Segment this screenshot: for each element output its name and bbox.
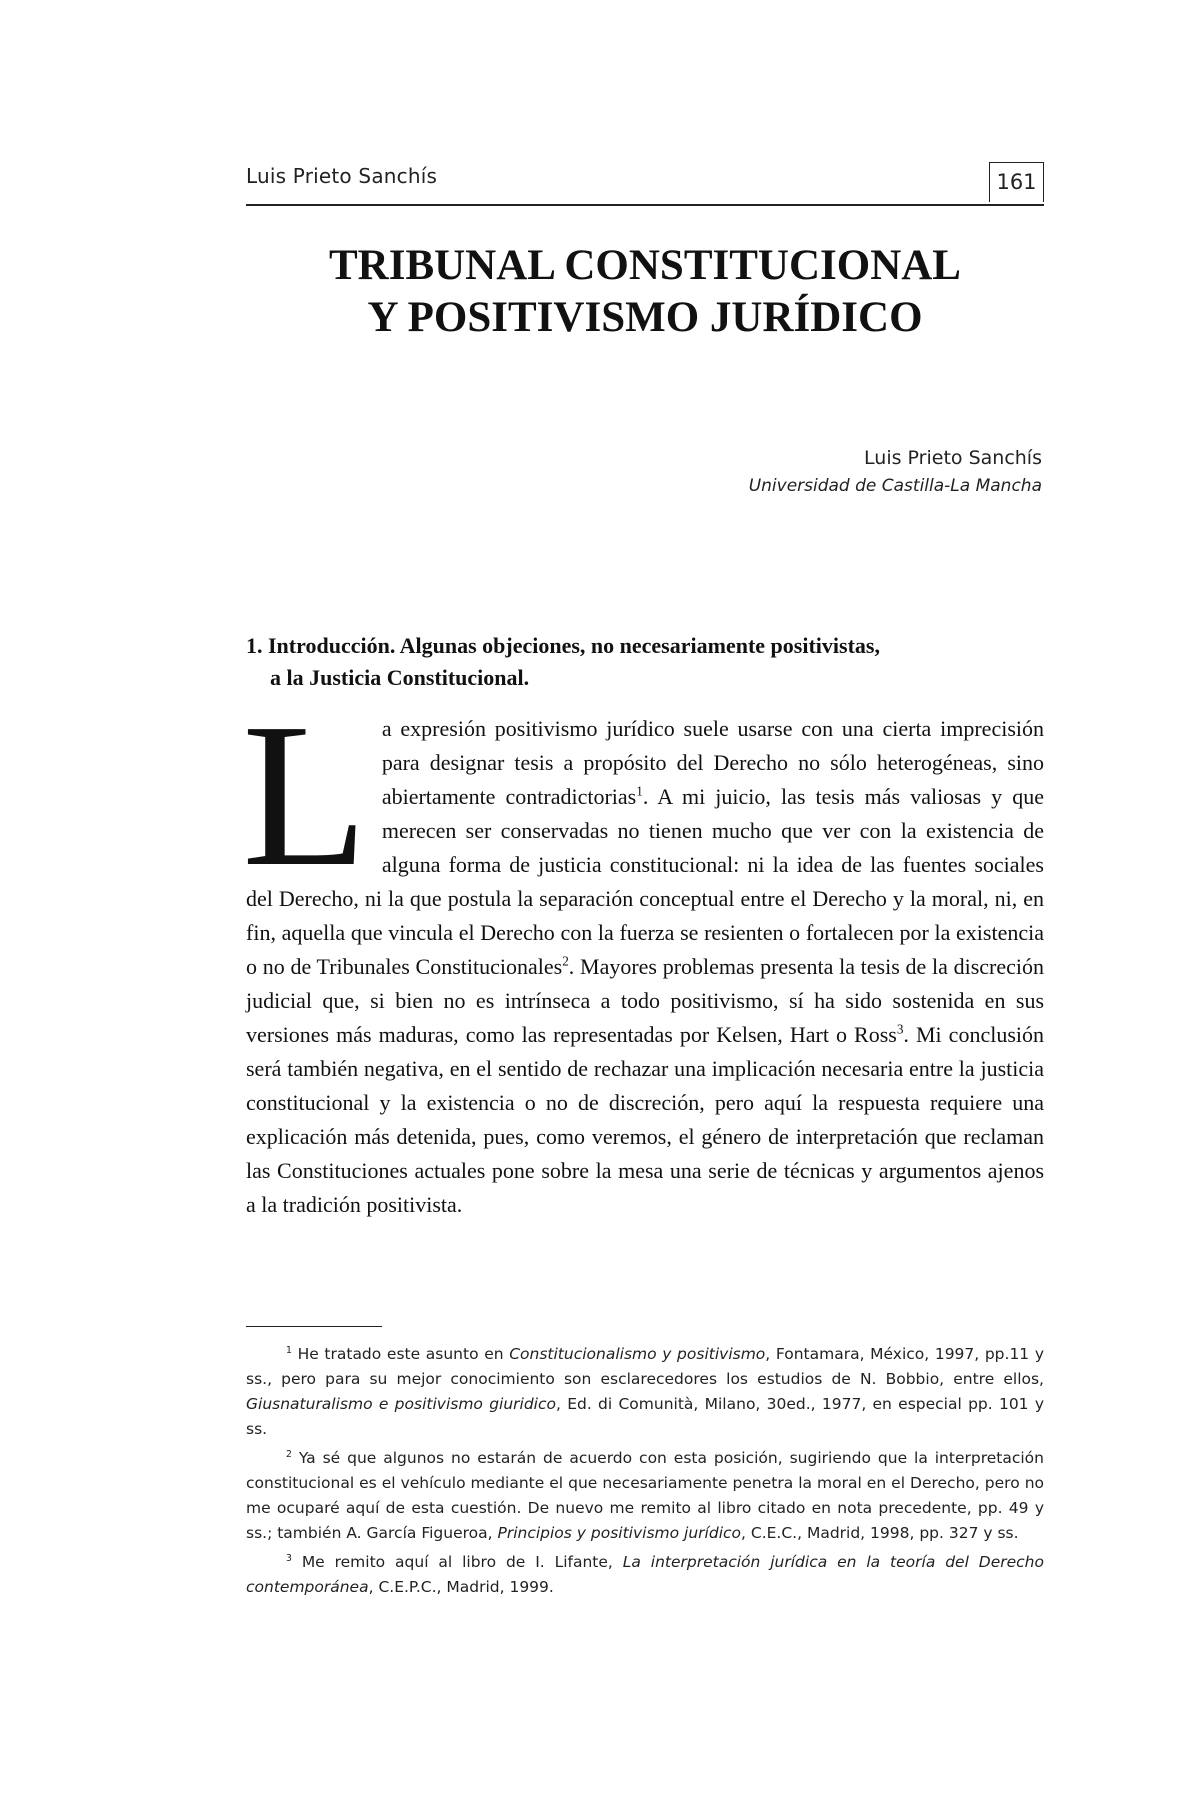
footnote-ref-1[interactable]: 1: [636, 783, 643, 799]
footnote-1: [246, 1342, 1044, 1442]
footnote-number: 1: [286, 1344, 292, 1356]
footnote-3: [246, 1550, 1044, 1600]
byline: [749, 444, 1042, 500]
footnote-number: 2: [286, 1448, 292, 1460]
footnote-text: Me remito aquí al libro de I. Lifante,: [301, 1553, 623, 1571]
footnotes: [246, 1342, 1044, 1604]
page-number: 161: [989, 162, 1044, 202]
body-text-part-4: . Mi conclusión será también negativa, en el sentido de rechazar una implicación necesaria entre la justicia constitucional y la existencia o no de discreción, pero aquí la respuesta requiere una explicación más detenida, pues, como veremos, el género de interpretación que reclaman las Constituciones actuales pone sobre la mesa una serie de técnicas y argumentos ajenos a la tradición positivista.: [246, 1022, 1044, 1217]
author-affiliation: Universidad de Castilla-La Mancha: [748, 476, 1042, 496]
footnote-text: , Ed. di Comunità, Milano, 30ed., 1977, en especial pp. 101 y ss.: [246, 1395, 1045, 1438]
article-title-line-1: TRIBUNAL CONSTITUCIONAL: [328, 242, 961, 289]
footnote-text: , C.E.C., Madrid, 1998, pp. 327 y ss.: [741, 1524, 1019, 1542]
footnote-text: , Fontamara, México, 1997, pp.11 y ss., pero para su mejor conocimiento son esclarecedores los estudios de N. Bobbio, entre ellos,: [246, 1345, 1044, 1388]
footnote-text: , C.E.P.C., Madrid, 1999.: [368, 1578, 554, 1596]
article-title: [246, 240, 1044, 344]
body-text-part-1: a expresión positivismo jurídico suele usarse con una cierta imprecisión para designar tesis a propósito del Derecho no sólo heterogéneas, sino abiertamente contradictorias: [381, 716, 1044, 809]
article-title-line-2: Y POSITIVISMO JURÍDICO: [367, 294, 923, 341]
footnote-2: [246, 1446, 1044, 1546]
running-head: [246, 162, 1044, 206]
footnote-ref-3[interactable]: 3: [896, 1021, 904, 1037]
footnote-number: 3: [286, 1552, 292, 1564]
running-head-author: Luis Prieto Sanchís: [246, 164, 438, 188]
author-name: Luis Prieto Sanchís: [864, 447, 1042, 469]
body-text-part-3: . Mayores problemas presenta la tesis de la discreción judicial que, si bien no es intrínseca a todo positivismo, sí ha sido sostenida en sus versiones más maduras, como las representadas por Kelsen, Hart o Ross: [246, 954, 1044, 1047]
section-heading-line-1: 1. Introducción. Algunas objeciones, no necesariamente positivistas,: [246, 633, 880, 658]
footnote-italic-title: Constitucionalismo y positivismo: [509, 1345, 766, 1363]
footnote-text: He tratado este asunto en: [297, 1345, 510, 1363]
footnote-italic-title: La interpretación jurídica en la teoría del Derecho contemporánea: [246, 1553, 1044, 1596]
body-text-part-2: . A mi juicio, las tesis más valiosas y que merecen ser conservadas no tienen mucho que ver con la existencia de alguna forma de justicia constitucional: ni la idea de las fuentes sociales del Derecho, ni la que postula la separación conceptual entre el Derecho y la moral, ni, en fin, aquella que vincula el Derecho con la fuerza se resienten o fortalecen por la existencia o no de Tribunales Constitucionales: [246, 784, 1044, 979]
section-heading-line-2: a la Justicia Constitucional.: [270, 665, 530, 690]
footnote-separator: [246, 1326, 382, 1327]
footnote-ref-2[interactable]: 2: [562, 953, 569, 969]
footnote-text: Ya sé que algunos no estarán de acuerdo con esta posición, sugiriendo que la interpretación constitucional es el vehículo mediante el que necesariamente penetra la moral en el Derecho, pero no me ocuparé aquí de esta cuestión. De nuevo me remito al libro citado en nota precedente, pp. 49 y ss.; también A. García Figueroa,: [246, 1449, 1044, 1542]
body-paragraph: [242, 680, 1044, 1222]
footnote-italic-title: Principios y positivismo jurídico: [497, 1524, 742, 1542]
drop-cap: L: [242, 680, 368, 909]
footnote-italic-title: Giusnaturalismo e positivismo giuridico: [246, 1395, 556, 1413]
